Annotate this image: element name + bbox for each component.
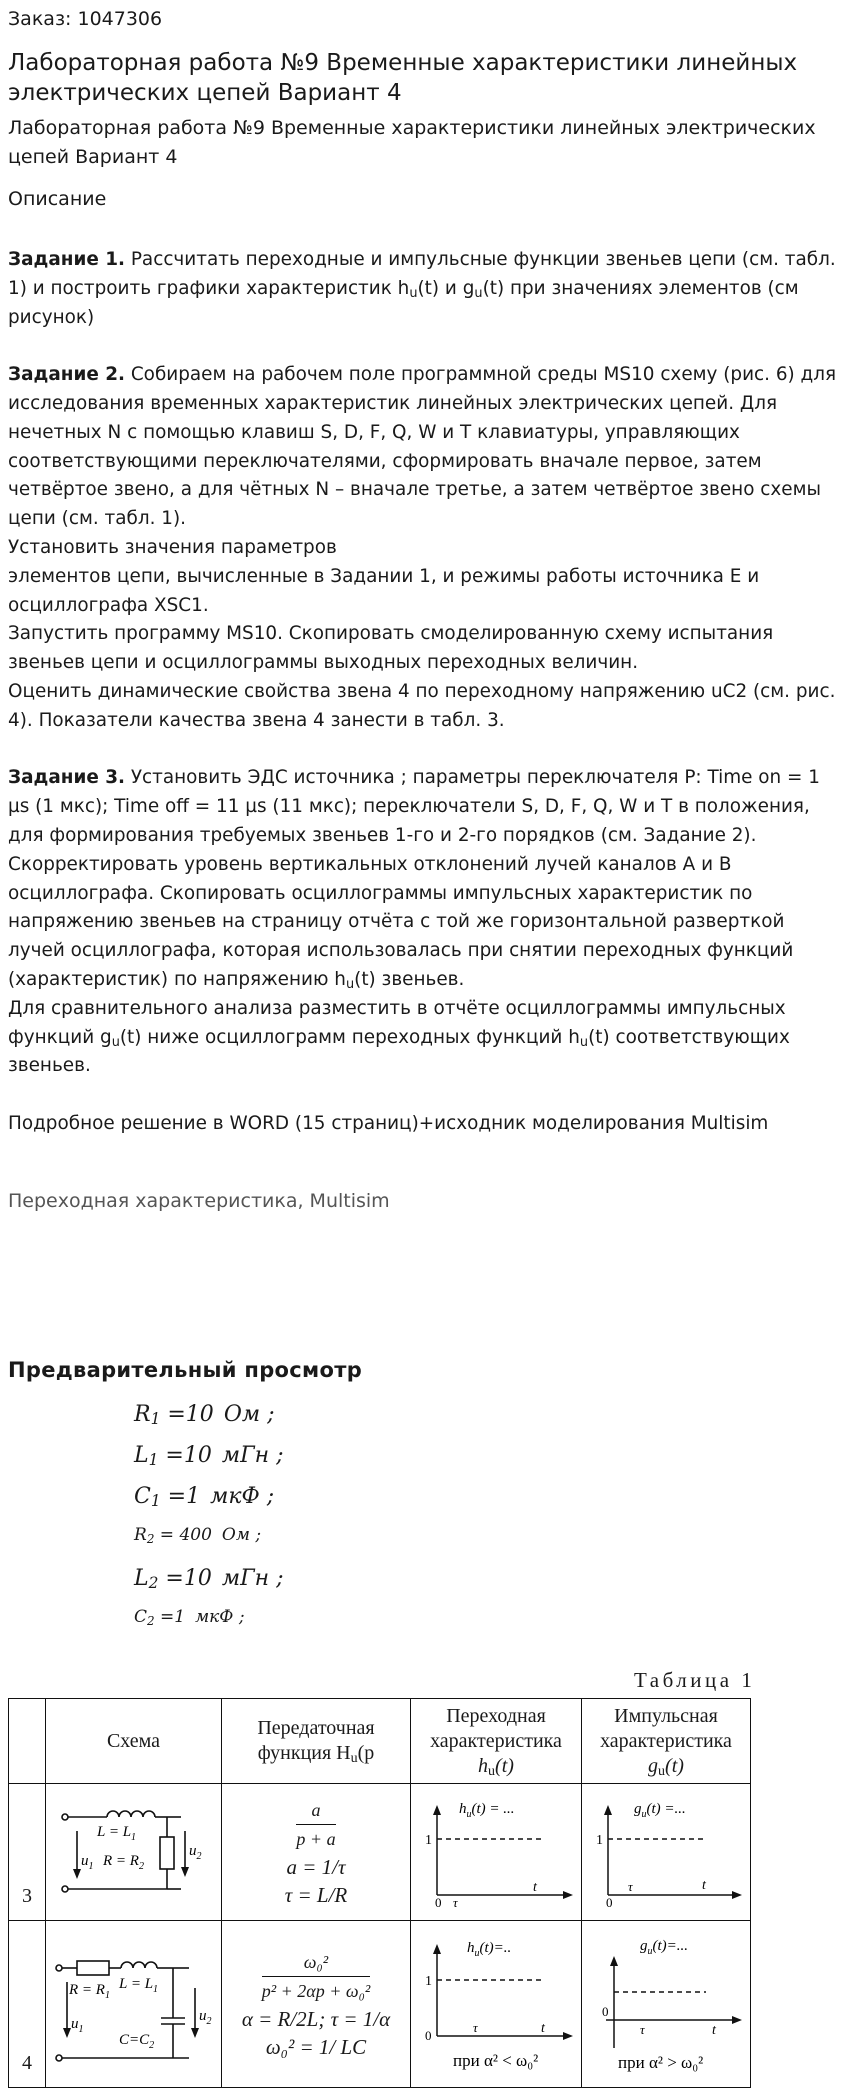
- task1-label: Задание 1.: [8, 249, 125, 270]
- circuit-rlc-diagram: [49, 1928, 219, 2076]
- resistor-label: $R = R_1$: [68, 1981, 110, 2001]
- param-l1: $L_1 =10$ мГн ;: [134, 1443, 284, 1469]
- preview-heading: Предварительный просмотр: [8, 1358, 363, 1382]
- step-tau: τ: [453, 1894, 458, 1909]
- step-level-one: 1: [425, 1973, 432, 1989]
- param-r2: $R_2 = 400$ Ом ;: [134, 1525, 262, 1546]
- task1-paragraph: [8, 246, 838, 332]
- impulse-response-plot: [584, 1928, 748, 2076]
- table-row: [9, 1921, 751, 2088]
- page-subtitle: Лабораторная работа №9 Временные характеристики линейных электрических цепей Вариант 4: [8, 117, 816, 168]
- step-t-axis: t: [533, 1879, 537, 1895]
- impulse-origin: 0: [602, 2003, 609, 2019]
- impulse-t-axis: t: [702, 1877, 706, 1893]
- task2-line: Оценить динамические свойства звена 4 по переходному напряжению uC2 (см. рис. 4). Показатели качества звена 4 занести в табл. 3.: [8, 680, 836, 731]
- impulse-response-cell: [582, 1784, 751, 1921]
- impulse-t-axis: t: [712, 2022, 716, 2038]
- task3-sub: u: [345, 976, 355, 992]
- step-response-cell: [411, 1921, 582, 2088]
- step-response-plot: [413, 1928, 579, 2076]
- task3-sub: u: [579, 1034, 589, 1050]
- u2-label: $u_2$: [188, 1842, 201, 1862]
- parameter-list: [134, 1402, 284, 1648]
- inductor-label: $L = L_1$: [118, 1975, 158, 1995]
- task1-text: (t) при значениях элементов (см рисунок): [8, 277, 799, 328]
- row-number: 4: [9, 1921, 46, 2088]
- task3-text: Скорректировать уровень вертикальных отклонений лучей каналов A и B осциллографа. Скопировать осциллограммы импульсных характеристик по напряжению звеньев на страницу отчёта с той же горизонтальной разверткой лучей осциллографа, которая использовалась при снятии переходных функций (характеристик) по напряжению h: [8, 853, 794, 990]
- impulse-condition: при α² > ω₀²: [618, 2052, 704, 2072]
- task3-paragraph: [8, 764, 838, 850]
- task3-text: Установить ЭДС источника ; параметры переключателя P: Time on = 1 µs (1 мкс); Time off = 11 µs (11 мкс); переключатели S, D, F, Q, W и T в положения, для формирования требуемых звеньев 1-го и 2-го порядков (см. Задание 2).: [8, 767, 821, 846]
- task3-text: (t) ниже осциллограмм переходных функций h: [119, 1026, 580, 1048]
- header-scheme: Схема: [46, 1699, 222, 1784]
- capacitor-label: $C=C_2$: [118, 2031, 154, 2051]
- solution-note: Подробное решение в WORD (15 страниц)+исходник моделирования Multisim: [8, 1112, 769, 1134]
- header-step: Переходная характеристика $h_u(t)$: [411, 1699, 582, 1784]
- u1-label: $u_1$: [80, 1852, 93, 1872]
- step-origin: 0: [435, 1894, 442, 1909]
- tf-line: τ = L/R: [284, 1882, 348, 1907]
- circuit-rl-diagram: [49, 1791, 219, 1909]
- task1-text: (t) и g: [417, 277, 475, 299]
- impulse-origin: 0: [606, 1894, 613, 1909]
- impulse-response-cell: [582, 1921, 751, 2088]
- order-number: Заказ: 1047306: [8, 8, 163, 30]
- task3-label: Задание 3.: [8, 767, 125, 789]
- task1-sub: u: [474, 285, 483, 301]
- step-label: $h_u(t)=$..: [467, 1939, 512, 1959]
- header-impulse: Импульсная характеристика $g_u(t)$: [582, 1699, 751, 1784]
- step-t-axis: t: [541, 2020, 545, 2036]
- step-label: $h_u(t)$ = ...: [459, 1800, 515, 1820]
- task3-text: (t) соответствующих звеньев.: [8, 1026, 790, 1077]
- task3-line: [8, 995, 838, 1081]
- resistor-label: $R = R_2$: [102, 1852, 144, 1872]
- impulse-tau: τ: [628, 1878, 633, 1894]
- transfer-function-cell: [222, 1921, 411, 2088]
- u1-label: $u_1$: [70, 2015, 83, 2035]
- step-response-cell: [411, 1784, 582, 1921]
- step-response-plot: [413, 1791, 579, 1909]
- step-condition: при α² < ω₀²: [453, 2050, 539, 2070]
- task1-sub: u: [409, 285, 418, 301]
- step-tau: τ: [473, 2019, 478, 2035]
- impulse-response-plot: [584, 1791, 748, 1909]
- step-origin: 0: [425, 2027, 432, 2043]
- scheme-cell: [46, 1921, 222, 2088]
- transfer-fraction: $\frac{\text{ω₀²}}{\text{p² + 2αp + ω₀²}}$: [262, 1948, 371, 2005]
- table-1: [8, 1698, 751, 2088]
- table-header-row: [9, 1699, 751, 1784]
- description-body: [8, 246, 838, 1139]
- impulse-label: $g_u(t)$ =...: [634, 1800, 686, 1820]
- header-num: [9, 1699, 46, 1784]
- row-number: 3: [9, 1784, 46, 1921]
- tf-line: α = R/2L; τ = 1/α: [241, 2006, 391, 2031]
- description-label: Описание: [8, 188, 107, 210]
- table-caption: Таблица 1: [634, 1668, 756, 1692]
- task2-line: Запустить программу MS10. Скопировать смоделированную схему испытания звеньев цепи и осциллограммы выходных переходных величин.: [8, 623, 774, 674]
- table-row: [9, 1784, 751, 1921]
- task2-text: Собираем на рабочем поле программной среды MS10 схему (рис. 6) для исследования временных характеристик линейных электрических цепей. Для нечетных N с помощью клавиш S, D, F, Q, W и T клавиатуры, управляющих соответствующими переключателями, сформировать вначале первое, затем четвёртое звено, а для чётных N – вначале третье, а затем четвёртое звено схемы цепи (см. табл. 1).: [8, 364, 837, 530]
- tf-line: ω₀² = 1/ LC: [265, 2034, 367, 2059]
- task2-line: элементов цепи, вычисленные в Задании 1, и режимы работы источника E и осциллографа XSC1.: [8, 565, 760, 616]
- step-level-one: 1: [425, 1832, 432, 1848]
- impulse-tau: τ: [640, 2021, 645, 2037]
- impulse-label: $g_u(t)=$...: [640, 1937, 689, 1957]
- impulse-level-one: 1: [596, 1832, 603, 1848]
- param-c1: $C_1 =1$ мкФ ;: [134, 1484, 275, 1510]
- param-l2: $L_2 =10$ мГн ;: [134, 1566, 284, 1592]
- transfer-function-cell: [222, 1784, 411, 1921]
- transfer-fraction: $\frac{a}{p + a}$: [296, 1796, 335, 1853]
- tags[interactable]: Переходная характеристика, Multisim: [8, 1190, 390, 1212]
- tf-line: a = 1/τ: [286, 1854, 346, 1879]
- param-r1: $R_1 =10$ Ом ;: [134, 1402, 275, 1428]
- header-transfer: Передаточная функция $H_u(p$: [222, 1699, 411, 1784]
- param-c2: $C_2 =1$ мкФ ;: [134, 1607, 245, 1628]
- task2-line: Установить значения параметров: [8, 536, 337, 558]
- scheme-cell: [46, 1784, 222, 1921]
- task2-label: Задание 2.: [8, 364, 125, 386]
- page-title: Лабораторная работа №9 Временные характеристики линейных электрических цепей Вариант 4: [8, 50, 798, 106]
- inductor-label: $L = L_1$: [96, 1823, 136, 1843]
- task3-line: [8, 851, 838, 995]
- u2-label: $u_2$: [198, 2007, 211, 2027]
- task1-text: Рассчитать переходные и импульсные функции звеньев цепи (см. табл. 1) и построить графики характеристик h: [8, 249, 836, 299]
- task2-paragraph: [8, 361, 838, 534]
- task3-text: Для сравнительного анализа разместить в отчёте осциллограммы импульсных функций g: [8, 997, 786, 1048]
- task3-sub: u: [111, 1034, 120, 1050]
- task3-text: (t) звеньев.: [354, 968, 465, 990]
